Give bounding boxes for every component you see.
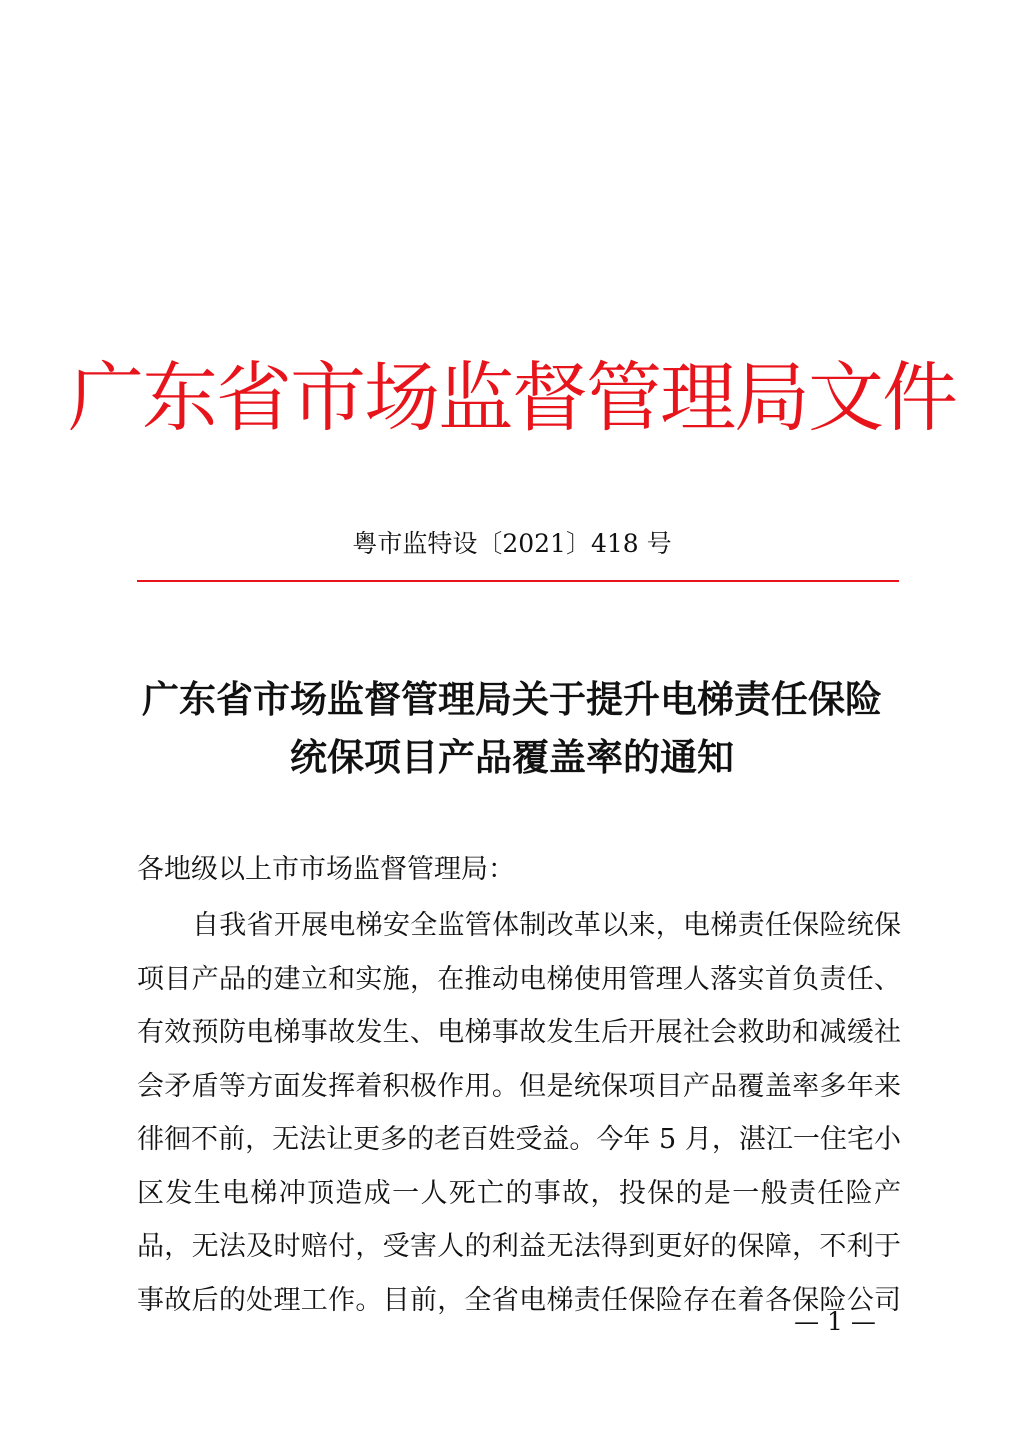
document-number: 粤市监特设〔2021〕418 号 xyxy=(352,529,672,558)
notice-title-line: 统保项目产品覆盖率的通知 xyxy=(290,735,734,779)
issuer-title: 广东省市场监督管理局文件 xyxy=(68,353,956,442)
body-line: 事故后的处理工作。目前，全省电梯责任保险存在着各保险公司 xyxy=(137,1284,901,1316)
notice-title-line: 广东省市场监督管理局关于提升电梯责任保险 xyxy=(142,677,882,721)
red-divider-line xyxy=(137,580,899,582)
body-line: 徘徊不前，无法让更多的老百姓受益。今年 5 月，湛江一住宅小 xyxy=(137,1124,901,1155)
body-line: 会矛盾等方面发挥着积极作用。但是统保项目产品覆盖率多年来 xyxy=(137,1070,901,1102)
page-number: — 1 — xyxy=(794,1307,876,1336)
body-line: 有效预防电梯事故发生、电梯事故发生后开展社会救助和减缓社 xyxy=(137,1017,901,1048)
body-line: 品，无法及时赔付，受害人的利益无法得到更好的保障，不利于 xyxy=(137,1231,901,1262)
body-line: 项目产品的建立和实施，在推动电梯使用管理人落实首负责任、 xyxy=(137,963,901,995)
body-paragraph xyxy=(137,899,901,1327)
body-line: 区发生电梯冲顶造成一人死亡的事故，投保的是一般责任险产 xyxy=(137,1177,901,1209)
salutation: 各地级以上市市场监督管理局： xyxy=(137,854,515,885)
notice-title xyxy=(0,670,1024,786)
body-line: 自我省开展电梯安全监管体制改革以来，电梯责任保险统保 xyxy=(192,910,901,941)
